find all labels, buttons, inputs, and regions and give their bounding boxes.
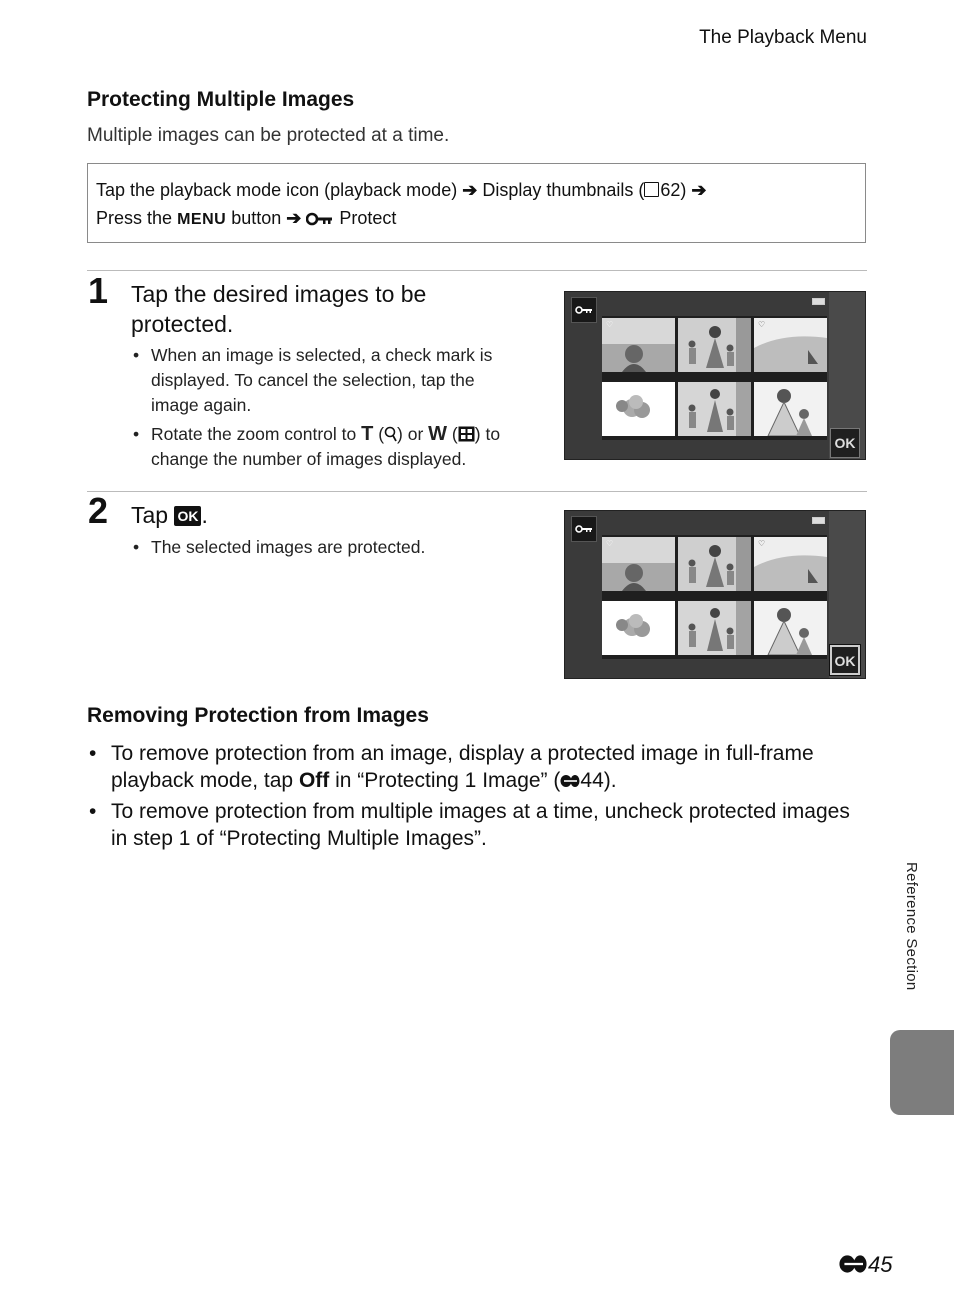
svg-text:♡: ♡ [606,539,614,548]
thumbnail-image[interactable] [602,537,675,591]
zoom-tele-key: T [361,423,374,445]
book-ref-icon [644,182,659,197]
ok-button[interactable]: OK [830,645,860,675]
svg-text:♡: ♡ [758,539,766,548]
side-section-label [898,862,920,1012]
step-title-text: . [201,502,208,528]
bullet-text: ) to change the number of images displayed. [151,424,501,469]
thumbnail-image[interactable] [602,382,675,436]
thumbnail-image[interactable] [678,318,751,372]
divider [87,270,867,271]
section-title-removing: Removing Protection from Images [87,704,429,727]
list-item: • When an image is selected, a check mark is displayed. To cancel the selection, tap the image again. [131,343,526,418]
step2-bullets [131,535,526,564]
thumbnail-grid [602,535,827,659]
list-item: • To remove protection from multiple images at a time, uncheck protected images in step 1 of “Protecting Multiple Images”. [87,798,857,852]
thumbnail-image[interactable] [754,601,827,655]
step-title [131,500,208,530]
list-item: • Rotate the zoom control to T ( ) or W ( ) to change the number of images displayed. [131,422,526,472]
page-number-text: 45 [868,1252,893,1277]
step-title: Tap the desired images to be protected. [131,281,427,337]
side-section-text: Reference Section [903,862,920,991]
step1-bullets [131,343,526,476]
zoom-wide-key: W [428,423,448,445]
procedure-line-1 [96,176,857,204]
removing-bullets [87,740,857,856]
thumbnail-image[interactable] [754,318,827,372]
running-header: The Playback Menu [699,27,867,48]
reference-section-icon [838,1254,868,1274]
procedure-step-text: Protect [339,208,397,228]
off-option: Off [298,769,330,792]
bullet-text: To remove protection from an image, display a protected image in full-frame playback mode, tap [111,742,814,792]
step-number: 1 [88,270,109,311]
procedure-step-text: Press the [96,208,173,228]
arrow-right-icon: ➔ [691,180,707,200]
procedure-step-text: button [231,208,282,228]
arrow-right-icon: ➔ [462,180,478,200]
camera-screen-ok-selected [564,510,866,679]
procedure-box [87,163,866,243]
page-ref: 44). [580,769,617,792]
magnify-icon [384,426,397,442]
thumbnail-image[interactable] [602,318,675,372]
procedure-step-text: Tap the playback mode icon (playback mode) [96,180,458,200]
menu-key-icon: MENU [177,211,227,228]
ok-button[interactable]: OK [830,428,860,458]
svg-text:♡: ♡ [758,320,766,329]
protect-mode-icon [571,297,597,323]
page-ref: 62) [660,180,687,200]
step-number: 2 [88,490,109,531]
procedure-step-text: Display thumbnails ( [482,180,645,200]
battery-icon [812,298,825,305]
section-intro: Multiple images can be protected at a time. [87,125,450,146]
list-item [87,740,857,794]
step-title-text: Tap [131,502,169,528]
bullet-text: Rotate the zoom control to [151,424,357,444]
reference-section-icon [560,774,580,788]
battery-icon [812,517,825,524]
protect-key-icon [306,212,334,226]
svg-text:♡: ♡ [606,320,614,329]
section-tab [890,1030,954,1115]
thumbnail-image[interactable] [602,601,675,655]
thumbnail-image[interactable] [754,382,827,436]
procedure-line-2 [96,204,857,234]
thumbnail-image[interactable] [678,382,751,436]
list-item: • The selected images are protected. [131,535,526,560]
thumbnail-image[interactable] [678,537,751,591]
thumbnail-image[interactable] [678,601,751,655]
divider [87,491,867,492]
ok-icon: OK [174,506,201,526]
thumbnail-image[interactable] [754,537,827,591]
thumbnail-grid-icon [458,426,475,442]
thumbnail-grid [602,316,827,440]
bullet-text: in “Protecting 1 Image” ( [335,769,561,792]
arrow-right-icon: ➔ [286,208,302,228]
camera-screen-selecting [564,291,866,460]
section-title-protecting: Protecting Multiple Images [87,88,355,111]
page-number [838,1252,892,1278]
protect-mode-icon [571,516,597,542]
bullet-text: ) or [397,424,424,444]
